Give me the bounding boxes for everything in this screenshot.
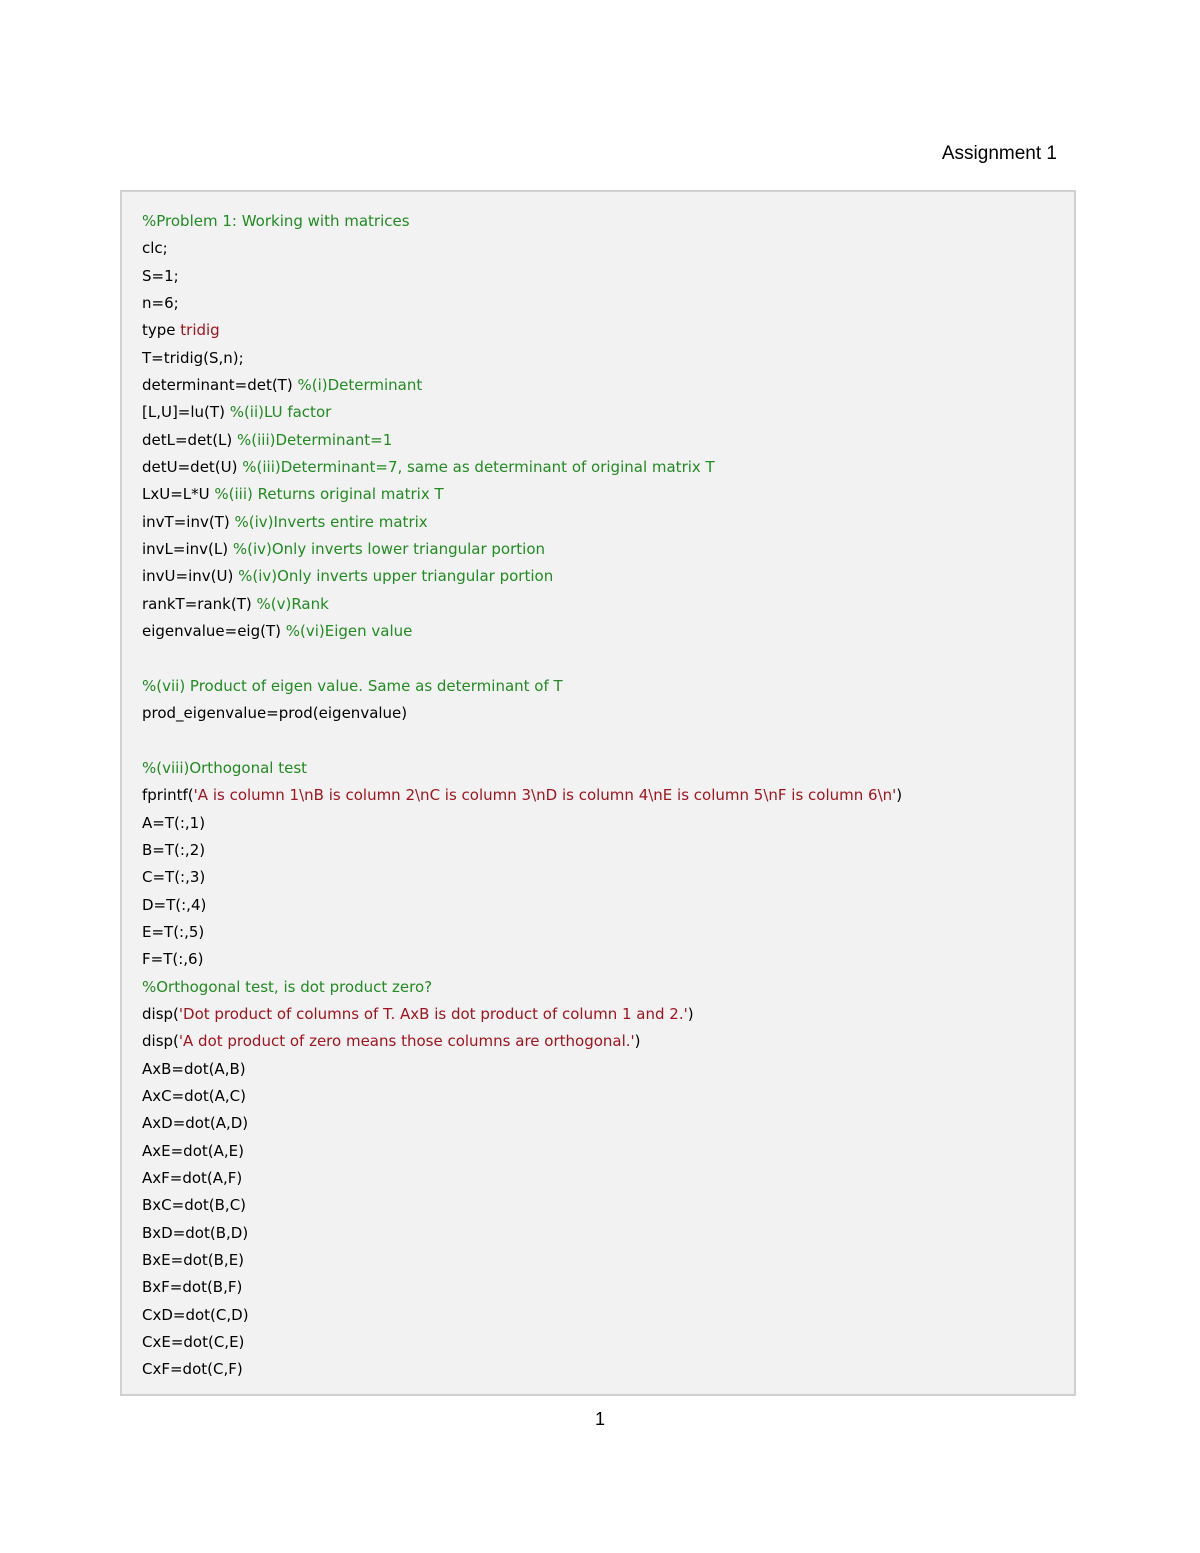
code-line <box>142 1302 1064 1329</box>
code-token-code: AxB=dot(A,B) <box>142 1059 246 1078</box>
code-token-code: E=T(:,5) <box>142 922 205 941</box>
code-token-code: BxE=dot(B,E) <box>142 1251 245 1270</box>
code-token-code: rankT=rank(T) <box>142 594 257 613</box>
code-token-code: invT=inv(T) <box>142 512 235 531</box>
code-line <box>142 755 1064 782</box>
code-line <box>142 208 1064 235</box>
code-token-comment: %(iv)Only inverts upper triangular portion <box>238 567 554 586</box>
code-lines-container <box>142 208 1064 1384</box>
code-token-comment: %(iii) Returns original matrix T <box>214 485 444 504</box>
code-line <box>142 700 1064 727</box>
code-line <box>142 1329 1064 1356</box>
code-line <box>142 563 1064 590</box>
code-token-code: invL=inv(L) <box>142 540 233 559</box>
code-line <box>142 646 1064 673</box>
code-line <box>142 974 1064 1001</box>
code-line <box>142 1192 1064 1219</box>
code-line <box>142 509 1064 536</box>
code-token-comment: %(iv)Only inverts lower triangular portion <box>232 540 546 559</box>
document-header-title: Assignment 1 <box>941 143 1057 164</box>
code-token-code: disp( <box>142 1032 179 1051</box>
code-line <box>142 892 1064 919</box>
code-token-comment: %(viii)Orthogonal test <box>142 758 308 777</box>
code-token-comment: %(iii)Determinant=7, same as determinant of original matrix T <box>242 458 715 477</box>
code-token-code: n=6; <box>142 294 179 313</box>
code-token-code: prod_eigenvalue=prod(eigenvalue) <box>142 704 408 723</box>
code-token-code: F=T(:,6) <box>142 950 204 969</box>
code-line <box>142 810 1064 837</box>
code-token-comment: %(i)Determinant <box>297 376 423 395</box>
code-line <box>142 591 1064 618</box>
code-token-code: CxF=dot(C,F) <box>142 1360 243 1379</box>
code-line <box>142 1138 1064 1165</box>
code-line <box>142 618 1064 645</box>
code-token-code: B=T(:,2) <box>142 840 206 859</box>
code-line <box>142 399 1064 426</box>
code-line <box>142 1274 1064 1301</box>
code-token-code: ) <box>896 786 903 805</box>
code-line <box>142 1247 1064 1274</box>
code-token-code: BxF=dot(B,F) <box>142 1278 243 1297</box>
code-token-code: ) <box>634 1032 641 1051</box>
code-token-code: A=T(:,1) <box>142 813 206 832</box>
code-line <box>142 1165 1064 1192</box>
code-line <box>142 919 1064 946</box>
code-token-comment: %(v)Rank <box>256 594 329 613</box>
code-listing <box>120 190 1076 1396</box>
code-token-code: D=T(:,4) <box>142 895 207 914</box>
code-token-code: detL=det(L) <box>142 430 238 449</box>
code-line <box>142 427 1064 454</box>
code-line <box>142 1220 1064 1247</box>
code-line <box>142 673 1064 700</box>
code-line <box>142 837 1064 864</box>
code-token-code: clc; <box>142 239 168 258</box>
code-token-code: AxC=dot(A,C) <box>142 1087 246 1105</box>
code-token-code: determinant=det(T) <box>142 376 298 395</box>
code-token-string: 'A is column 1\nB is column 2\nC is column 3\nD is column 4\nE is column 5\nF is column 6\n' <box>193 786 897 805</box>
code-token-code: invU=inv(U) <box>142 567 239 586</box>
code-token-code: BxC=dot(B,C) <box>142 1196 247 1215</box>
code-line <box>142 290 1064 317</box>
code-line <box>142 1083 1064 1110</box>
code-line <box>142 1110 1064 1137</box>
code-token-code: S=1; <box>142 266 179 285</box>
code-token-comment: %(iv)Inverts entire matrix <box>234 512 428 531</box>
code-token-code: ) <box>687 1004 694 1023</box>
code-line <box>142 372 1064 399</box>
code-token-comment: %(vi)Eigen value <box>285 622 413 641</box>
code-token-comment: %(iii)Determinant=1 <box>237 430 393 449</box>
code-token-comment: %(ii)LU factor <box>229 403 332 422</box>
code-line <box>142 345 1064 372</box>
code-line <box>142 317 1064 344</box>
code-token-code: AxD=dot(A,D) <box>142 1114 249 1133</box>
page-number: 1 <box>594 1409 605 1429</box>
code-token-comment: %Orthogonal test, is dot product zero? <box>142 977 433 996</box>
code-line <box>142 1056 1064 1083</box>
code-token-string: 'Dot product of columns of T. AxB is dot product of column 1 and 2.' <box>178 1004 688 1023</box>
code-token-comment: %Problem 1: Working with matrices <box>142 212 410 230</box>
code-token-string: tridig <box>180 321 220 340</box>
code-line <box>142 263 1064 290</box>
code-line <box>142 946 1064 973</box>
code-line <box>142 454 1064 481</box>
code-token-code: AxF=dot(A,F) <box>142 1169 243 1188</box>
code-token-code: AxE=dot(A,E) <box>142 1141 244 1160</box>
code-token-code: BxD=dot(B,D) <box>142 1223 249 1242</box>
code-line <box>142 1001 1064 1028</box>
code-token-code: type <box>142 321 181 340</box>
code-token-code: LxU=L*U <box>142 485 215 504</box>
code-token-code: fprintf( <box>142 786 194 805</box>
code-line <box>142 864 1064 891</box>
code-token-code: CxE=dot(C,E) <box>142 1333 245 1352</box>
code-line <box>142 1356 1064 1383</box>
code-token-code: disp( <box>142 1004 179 1023</box>
code-line <box>142 536 1064 563</box>
code-token-comment: %(vii) Product of eigen value. Same as determinant of T <box>142 676 563 695</box>
code-token-code: eigenvalue=eig(T) <box>142 622 286 641</box>
code-token-code: T=tridig(S,n); <box>142 348 244 367</box>
code-token-code: detU=det(U) <box>142 458 243 477</box>
code-line <box>142 782 1064 809</box>
code-line <box>142 1028 1064 1055</box>
code-token-code: [L,U]=lu(T) <box>142 403 230 422</box>
code-line <box>142 728 1064 755</box>
code-token-code: C=T(:,3) <box>142 868 206 887</box>
code-token-string: 'A dot product of zero means those columns are orthogonal.' <box>178 1032 635 1051</box>
code-line <box>142 235 1064 262</box>
code-line <box>142 481 1064 508</box>
code-token-code: CxD=dot(C,D) <box>142 1305 249 1324</box>
